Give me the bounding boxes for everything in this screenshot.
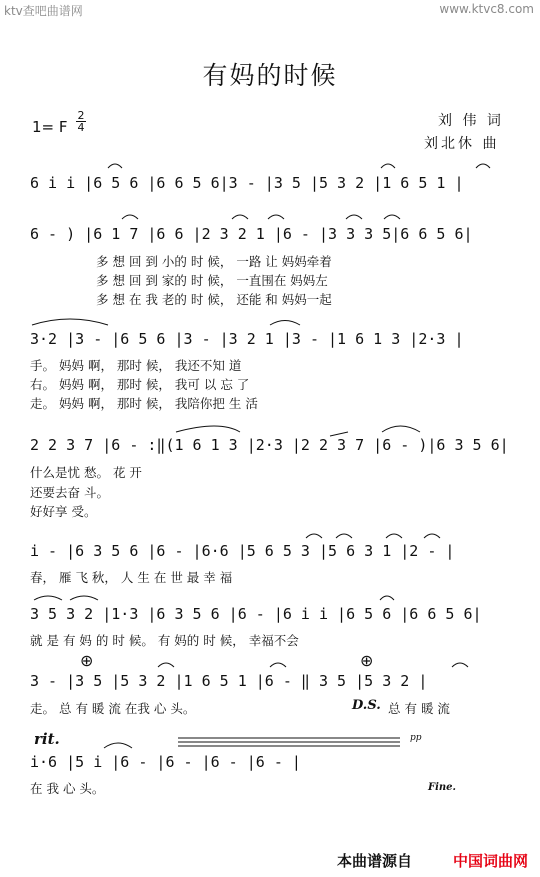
notation-line-4: 2 2 3 7 |6 - :‖(1 6 1 3 |2·3 |2 2 3 7 |6 - )|6 3 5 6|	[30, 436, 509, 454]
lyric-line-2c: 多 想 在 我 老的 时 候， 还能 和 妈妈一起	[96, 292, 332, 307]
footer-site-name: 中国词曲网	[452, 852, 528, 870]
lyric-line-4c: 好好享 受。	[30, 504, 97, 519]
ritardando-mark: rit.	[34, 730, 60, 748]
lyric-line-6: 就 是 有 妈 的 时 候。 有 妈的 时 候， 幸福不会	[30, 633, 299, 648]
fine-mark: Fine.	[428, 782, 457, 793]
footer-source-label: 本曲谱源自	[336, 852, 412, 870]
lyric-line-7a: 走。 总 有 暖 流 在我 心 头。	[30, 701, 196, 716]
lyric-line-3b: 右。 妈妈 啊， 那时 候， 我可 以 忘 了	[30, 377, 250, 392]
lyric-line-3a: 手。 妈妈 啊， 那时 候， 我还不知 道	[30, 358, 242, 373]
lyric-line-2b: 多 想 回 到 家的 时 候， 一直围在 妈妈左	[96, 273, 328, 288]
dal-segno-mark: D.S.	[352, 698, 381, 713]
notation-line-5: i - |6 3 5 6 |6 - |6·6 |5 6 5 3 |5 6 3 1 |2 - |	[30, 542, 455, 560]
dynamic-pp: pp	[410, 733, 422, 743]
notation-line-2: 6 - ) |6 1 7 |6 6 |2 3 2 1 |6 - |3 3 3 5|6 6 5 6|	[30, 225, 473, 243]
coda-icon: ⊕	[360, 651, 374, 670]
meter-bottom: 4	[77, 121, 85, 134]
lyric-line-3c: 走。 妈妈 啊， 那时 候， 我陪你把 生 活	[30, 396, 258, 411]
notation-line-7: 3 - |3 5 |5 3 2 |1 6 5 1 |6 - ‖ 3 5 |5 3 2 |	[30, 672, 428, 690]
lyric-line-8: 在 我 心 头。	[30, 781, 105, 796]
coda-icon: ⊕	[80, 651, 94, 670]
notation-line-3: 3·2 |3 - |6 5 6 |3 - |3 2 1 |3 - |1 6 1 3 |2·3 |	[30, 330, 464, 348]
composer-credit: 刘北休 曲	[424, 136, 500, 152]
notation-line-6: 3 5 3 2 |1·3 |6 3 5 6 |6 - |6 i i |6 5 6 |6 6 5 6|	[30, 605, 482, 623]
song-title: 有妈的时候	[202, 61, 338, 90]
lyric-line-2a: 多 想 回 到 小的 时 候， 一路 让 妈妈牵着	[96, 254, 332, 269]
notation-line-1: 6 i i |6 5 6 |6 6 5 6|3 - |3 5 |5 3 2 |1 6 5 1 |	[30, 174, 464, 192]
notation-line-8: i·6 |5 i |6 - |6 - |6 - |6 - |	[30, 753, 301, 771]
lyric-line-5: 春， 雁 飞 秋， 人 生 在 世 最 幸 福	[30, 570, 233, 585]
lyric-line-4b: 还要去奋 斗。	[30, 485, 109, 500]
lyricist-credit: 刘 伟 词	[438, 113, 504, 129]
lyric-line-7b: 总 有 暖 流	[388, 701, 450, 716]
watermark-top-left: ktv查吧曲谱网	[4, 4, 83, 18]
watermark-top-right: www.ktvc8.com	[439, 2, 534, 16]
key-signature: 1= F	[32, 118, 68, 136]
lyric-line-4a: 什么是忧 愁。 花 开	[30, 465, 142, 480]
meter-top: 2	[77, 109, 85, 122]
